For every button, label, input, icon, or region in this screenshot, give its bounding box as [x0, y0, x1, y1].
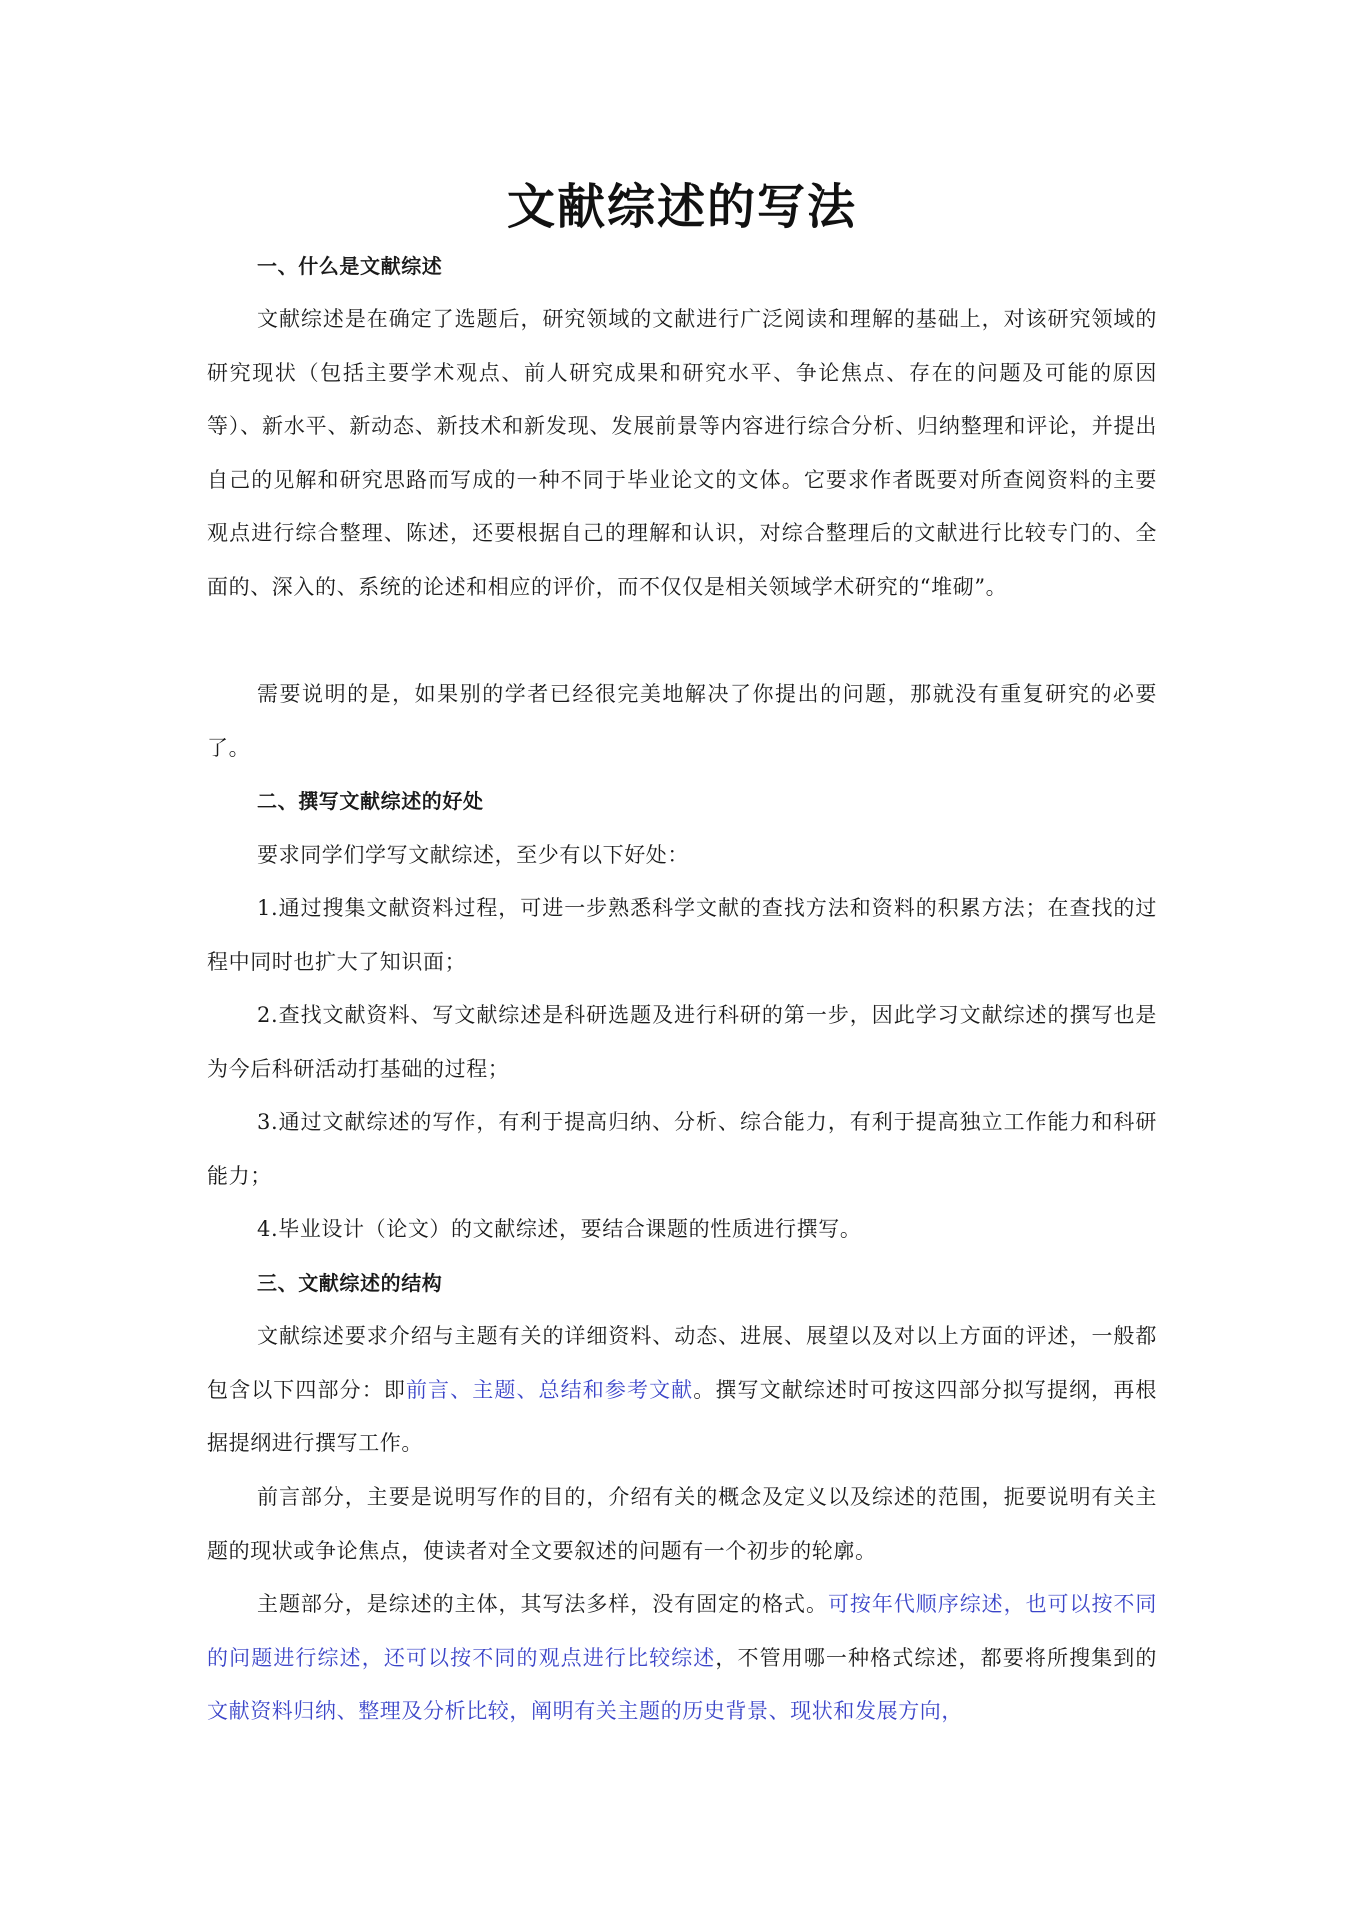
section-3-paragraph-2: 前言部分，主要是说明写作的目的，介绍有关的概念及定义以及综述的范围，扼要说明有关主题的现状或争论焦点，使读者对全文要叙述的问题有一个初步的轮廓。	[207, 1485, 1157, 1563]
section-1-paragraph-2: 需要说明的是，如果别的学者已经很完美地解决了你提出的问题，那就没有重复研究的必要了。	[207, 682, 1157, 760]
s3p3-highlight-1: 可按年代顺序综述，也可以按不同的问题进行综述，还可以按不同的观点进行比较综述	[207, 1592, 1157, 1670]
section-2-heading: 二、撰写文献综述的好处	[257, 789, 484, 813]
benefit-item-2: 2.查找文献资料、写文献综述是科研选题及进行科研的第一步，因此学习文献综述的撰写也是为今后科研活动打基础的过程；	[207, 1003, 1157, 1081]
benefit-item-1: 1.通过搜集文献资料过程，可进一步熟悉科学文献的查找方法和资料的积累方法；在查找的过程中同时也扩大了知识面；	[207, 896, 1157, 974]
section-3-paragraph-3	[207, 1578, 1157, 1739]
s3p1-text-b: 。撰写文献综述时可按这四部分拟写提纲，再根据提纲进行撰写工作。	[207, 1377, 1157, 1455]
section-1-paragraph-1: 文献综述是在确定了选题后，研究领域的文献进行广泛阅读和理解的基础上，对该研究领域的研究现状（包括主要学术观点、前人研究成果和研究水平、争论焦点、存在的问题及可能的原因等）、新水平、新动态、新技术和新发现、发展前景等内容进行综合分析、归纳整理和评论，并提出自己的见解和研究思路而写成的一种不同于毕业论文的文体。它要求作者既要对所查阅资料的主要观点进行综合整理、陈述，还要根据自己的理解和认识，对综合整理后的文献进行比较专门的、全面的、深入的、系统的论述和相应的评价，而不仅仅是相关领域学术研究的“堆砌”。	[207, 307, 1157, 599]
benefit-item-3: 3.通过文献综述的写作，有利于提高归纳、分析、综合能力，有利于提高独立工作能力和科研能力；	[207, 1110, 1157, 1188]
s3p3-text-b: ，不管用哪一种格式综述，都要将所搜集到的	[715, 1645, 1157, 1670]
s3p3-text-a: 主题部分，是综述的主体，其写法多样，没有固定的格式。	[257, 1592, 828, 1616]
benefit-item-4: 4.毕业设计（论文）的文献综述，要结合课题的性质进行撰写。	[257, 1217, 862, 1241]
s3p1-highlight: 前言、主题、总结和参考文献	[405, 1377, 694, 1402]
section-1-heading: 一、什么是文献综述	[257, 254, 443, 278]
section-3-heading: 三、文献综述的结构	[257, 1271, 443, 1295]
document-title: 文献综述的写法	[506, 179, 857, 235]
s3p3-highlight-2: 文献资料归纳、整理及分析比较，阐明有关主题的历史背景、现状和发展方向，	[207, 1699, 963, 1723]
section-3-paragraph-1	[207, 1310, 1157, 1471]
s3p1-text-a: 文献综述要求介绍与主题有关的详细资料、动态、进展、展望以及对以上方面的评述，一般都包含以下四部分：即	[207, 1324, 1157, 1402]
section-2-intro: 要求同学们学写文献综述，至少有以下好处：	[257, 843, 689, 867]
